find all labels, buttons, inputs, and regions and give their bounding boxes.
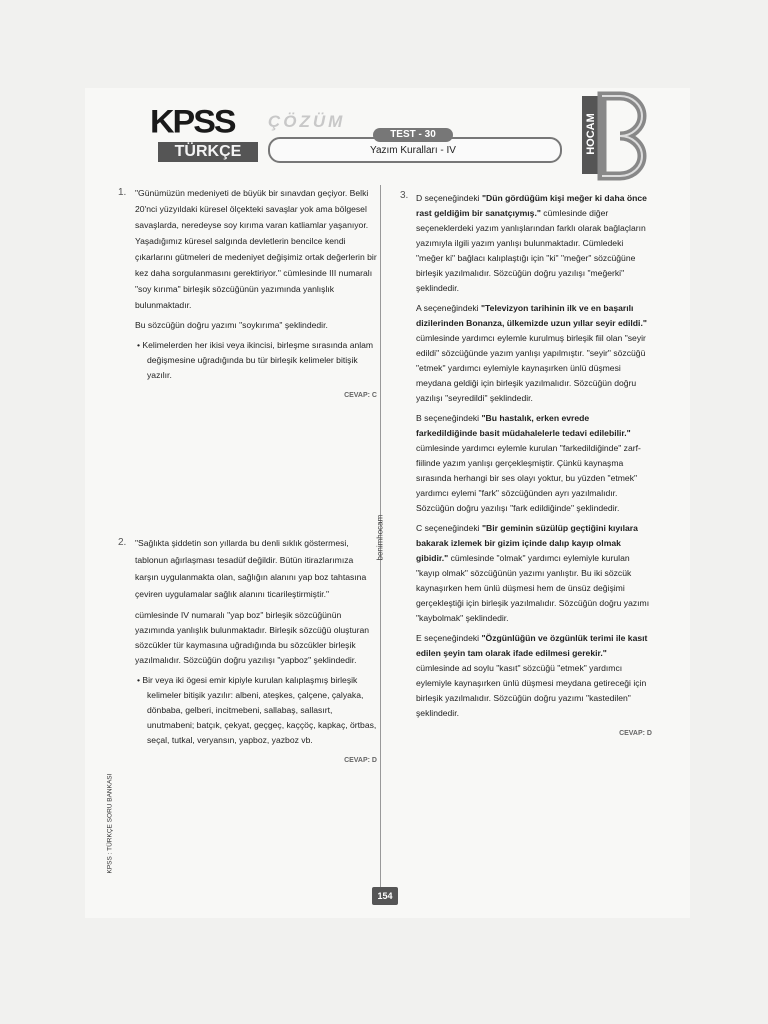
q3-e-rest: cümlesinde ad soylu "kasıt" sözcüğü "etmek" yardımcı eylemiyle kaynaşırken ünlü düşmesi meydana getireceği için birleşik yazılmalıdır. Sözcüğün doğru yazımı "kastedilen" şeklindedir. xyxy=(416,663,647,718)
question-3-number: 3. xyxy=(400,190,409,201)
q3-answer: CEVAP: D xyxy=(619,730,652,737)
question-2-number: 2. xyxy=(118,537,127,548)
q3-d-quote: "Dün gördüğüm kişi meğer ki daha önce rast geldiğim bir sanatçıymış." xyxy=(416,193,647,218)
side-label: benimhocam xyxy=(375,514,385,561)
edge-label: KPSS : TÜRKÇE SORU BANKASI xyxy=(106,773,114,874)
q1-note-text: Kelimelerden her ikisi veya ikincisi, birleşme sırasında anlam değişmesine uğradığında bu tür birleşik kelimeler bitişik yazılır. xyxy=(142,340,374,380)
q3-a-rest: cümlesinde yardımcı eylemle kurulmuş birleşik fiil olan "seyir edildi" sözcüğünde yazım yanlışı yapılmıştır. "seyir" sözcüğü "etmek" yardımcı eylemiyle kaynaşırken ünlü düşmesi meydana geldiği için birleşik yazılmalıdır. Sözcüğün doğru yazılışı "seyredildi" şeklindedir. xyxy=(416,333,646,403)
q3-b-quote: "Bu hastalık, erken evrede farkedildiğinde basit müdahalelerle tedavi edilebilir." xyxy=(416,413,631,438)
section-label: ÇÖZÜM xyxy=(268,112,346,131)
q1-text: "Günümüzün medeniyeti de büyük bir sınavdan geçiyor. Belki 20'nci yüzyıldaki küresel ölçekteki savaşlar yok ama bölgesel savaşlarda, neredeyse soy kırıma varan katliamlar yaşanıyor. Yaşadığımız küresel salgında devletlerin bencilce kendi çıkarlarını gütmeleri de medeniyet değişimiz ortak değerlerin bir kez daha sorgulanmasını gerektiriyor." cümlesinde III numaralı "soy kırıma" birleşik sözcüğünün yazımında yanlışlık bulunmaktadır. xyxy=(135,188,377,310)
q2-text: "Sağlıkta şiddetin son yıllarda bu denli sıklık göstermesi, tablonun ağırlaşması tesadüf değildir. Bütün itirazlarımıza karşın uygulanmakta olan, sağlığın alanını yap boz tahtasına çeviren uygulamalar sağlık alanını ticarileştirmiştir." xyxy=(135,538,367,599)
test-tag: TEST - 30 xyxy=(373,128,453,142)
q3-option-d xyxy=(416,191,652,296)
brand-title: KPSS xyxy=(150,103,235,141)
page-number: 154 xyxy=(372,887,398,905)
q3-a-quote: "Televizyon tarihinin ilk ve en başarılı dizilerinden Bonanza, ülkemizde uzun yıllar seyir edildi." xyxy=(416,303,647,328)
q3-e-quote: "Özgünlüğün ve özgünlük terimi ile kasıt edilen şeyin tam olarak ifade edilmesi gerekir." xyxy=(416,633,648,658)
q3-d-lead: D seçeneğindeki xyxy=(416,193,482,203)
q3-a-lead: A seçeneğindeki xyxy=(416,303,481,313)
question-1-number: 1. xyxy=(118,187,127,198)
q2-answer: CEVAP: D xyxy=(344,757,377,764)
q1-answer: CEVAP: C xyxy=(344,392,377,399)
q1-correct: Bu sözcüğün doğru yazımı "soykırıma" şeklindedir. xyxy=(135,320,328,330)
q3-option-c xyxy=(416,521,652,626)
q3-c-lead: C seçeneğindeki xyxy=(416,523,482,533)
hocam-logo xyxy=(580,90,648,182)
q3-option-e xyxy=(416,631,652,721)
q3-c-rest: cümlesinde "olmak" yardımcı eylemiyle kurulan "kayıp olmak" sözcüğünün yazımı yanlıştır. Bu iki sözcük kaynaşırken hem ünlü düşmesi hem de ünsüz değişimi gerçekleştiği için birleşik yazılmalıdır. Sözcüğün doğru yazımı "kaybolmak" şeklindedir. xyxy=(416,553,650,623)
q3-e-lead: E seçeneğindeki xyxy=(416,633,482,643)
q2-explanation: cümlesinde IV numaralı "yap boz" birleşik sözcüğünün yazımında yanlışlık bulunmaktadır. Birleşik sözcüğü oluşturan sözcükler tür kaymasına uğradığında bu sözcükler birleşik yazılmalıdır. Sözcüğün doğru yazılışı "yapboz" şeklindedir. xyxy=(135,610,370,665)
q1-note: • Kelimelerden her ikisi veya ikincisi, birleşme sırasında anlam değişmesine uğradığında bu tür birleşik kelimeler bitişik yazılır. xyxy=(137,340,374,380)
topic-title: Yazım Kuralları - IV xyxy=(370,145,456,156)
q3-d-rest: cümlesinde diğer seçeneklerdeki yazım yanlışlarından farklı olarak bağlaçların yazımıyla ilgili yazım yanlışı bulunmaktadır. Cümledeki "meğer ki" bağlacı kalıplaştığı için "ki" "meğer" sözcüğüne birleşik yazılmalıdır. Sözcüğün doğru yazılışı "meğerki" şeklindedir. xyxy=(416,208,646,293)
brand-subtitle: TÜRKÇE xyxy=(158,142,258,162)
logo-text: HOCAM xyxy=(585,113,597,155)
q2-note: • Bir veya iki ögesi emir kipiyle kurulan kalıplaşmış birleşik kelimeler bitişik yazılır: albeni, ateşkes, çalçene, çalyaka, dönbaba, gelberi, incitmebeni, sallabaş, sallasırt, unutmabeni; batçık, çekyat, geçgeç, kaççöç, kapkaç, örtbas, seçal, tutkal, veryansın, yapboz, yazboz vb. xyxy=(137,675,377,745)
q3-c-quote: "Bir geminin süzülüp geçtiğini kıyılara bakarak izlemek bir gizim içinde dalıp kayıp olmak gibidir." xyxy=(416,523,638,563)
question-1 xyxy=(135,185,377,403)
question-2 xyxy=(135,535,377,768)
question-3 xyxy=(416,191,652,741)
q3-b-rest: cümlesinde yardımcı eylemle kurulan "farkedildiğinde" zarf-fiilinde yazım yanlışı gerçekleşmiştir. Çünkü kaynaşma sırasında herhangi bir ses olayı yoktur, bu yüzden "etmek" yardımcı eylemi "fark" sözcüğünden ayrı yazılmalıdır. Sözcüğün doğru yazılışı "fark edildiğinde" şeklindedir. xyxy=(416,443,641,513)
q2-note-text: Bir veya iki ögesi emir kipiyle kurulan kalıplaşmış birleşik kelimeler bitişik yazılır: albeni, ateşkes, çalçene, çalyaka, dönbaba, gelberi, incitmebeni, sallabaş, sallasırt, unutmabeni; batçık, çekyat, geçgeç, kaççöç, kapkaç, örtbas, seçal, tutkal, veryansın, yapboz, yazboz vb. xyxy=(142,675,377,745)
q3-option-b xyxy=(416,411,652,516)
edge-tag xyxy=(100,745,114,885)
q3-b-lead: B seçeneğindeki xyxy=(416,413,482,423)
q3-option-a xyxy=(416,301,652,406)
